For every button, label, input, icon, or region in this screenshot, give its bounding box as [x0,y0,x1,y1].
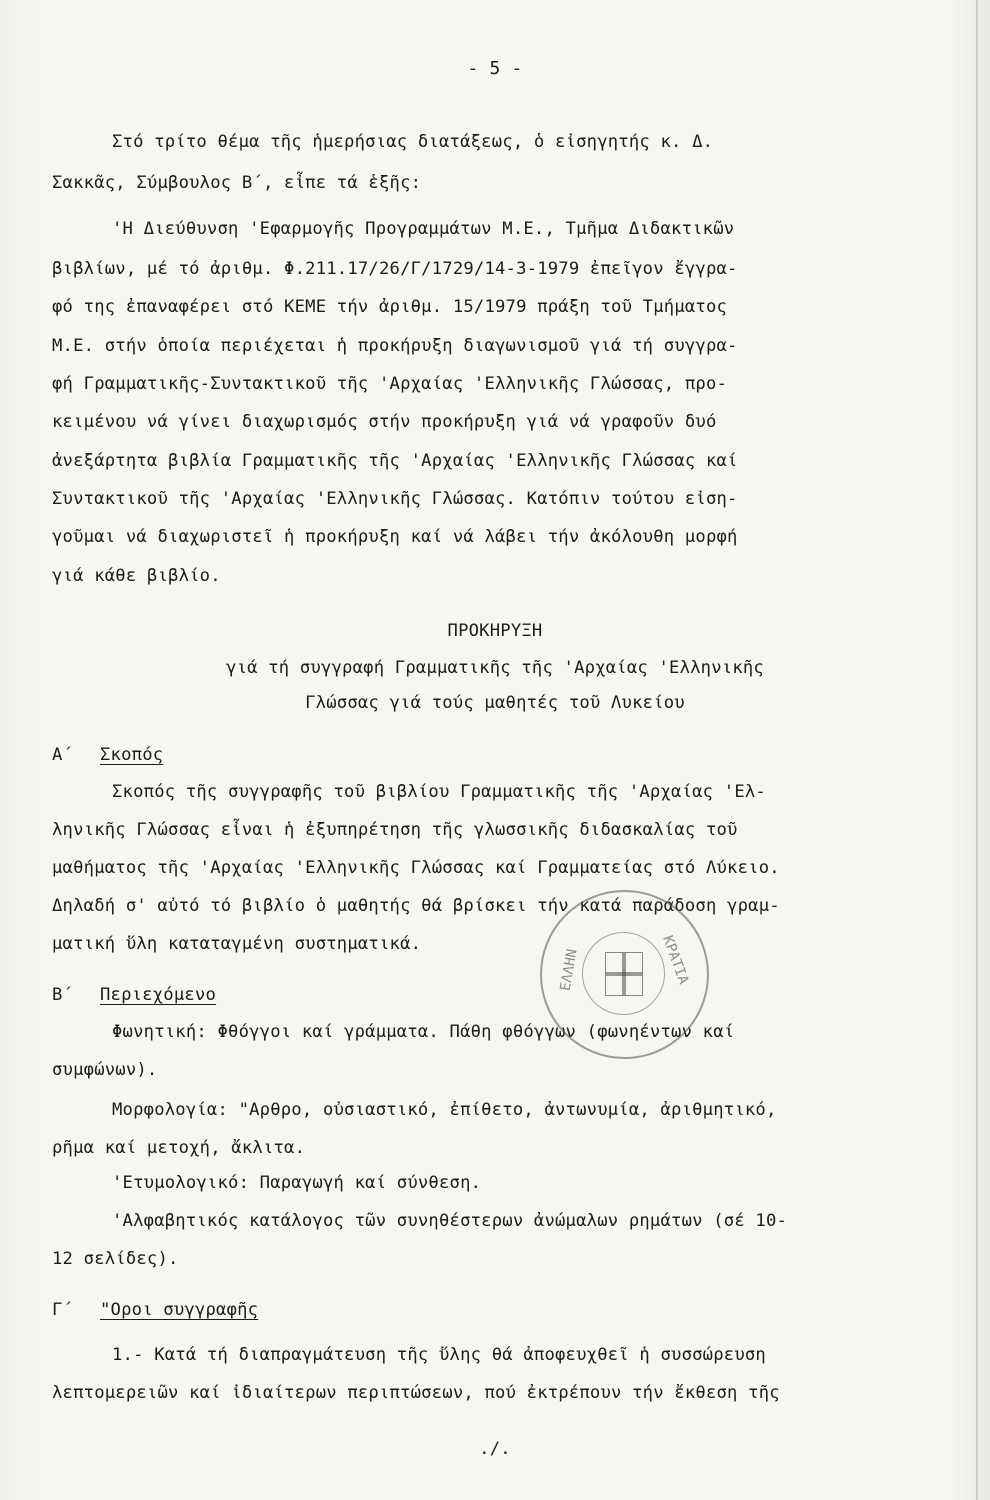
section-c-line-2: λεπτομερειῶν καί ἰδιαίτερων περιπτώσεων, πού ἐκτρέπουν τήν ἔκθεση τῆς [52,1383,780,1403]
body-line-5: φή Γραμματικῆς-Συντακτικοῦ τῆς 'Αρχαίας 'Ελληνικῆς Γλώσσας, προ- [52,374,728,394]
section-b-line-1: Φωνητική: Φθόγγοι καί γράμματα. Πάθη φθόγγων (φωνηέντων καί [112,1022,735,1042]
page-number: - 5 - [467,58,523,79]
body-line-3: φό της ἐπαναφέρει στό ΚΕΜΕ τήν ἀριθμ. 15/1979 πράξη τοῦ Τμήματος [52,297,728,317]
section-b-line-7: 12 σελίδες). [52,1249,179,1269]
section-a-line-3: μαθήματος τῆς 'Αρχαίας 'Ελληνικῆς Γλώσσας καί Γραμματείας στό Λύκειο. [52,858,780,878]
page-edge [976,0,978,1500]
intro-line-2: Σακκᾶς, Σύμβουλος Β΄, εἶπε τά ἑξῆς: [52,173,422,193]
official-seal-stamp [540,890,709,1059]
section-b-line-5: 'Ετυμολογικό: Παραγωγή καί σύνθεση. [112,1173,482,1193]
section-a-line-5: ματική ὕλη καταταγμένη συστηματικά. [52,934,422,954]
section-a-heading: Σκοπός [100,745,164,765]
intro-line-1: Στό τρίτο θέμα τῆς ἡμερήσιας διατάξεως, ὁ εἰσηγητής κ. Δ. [112,132,714,152]
section-b-letter: Β΄ [52,985,74,1005]
section-a-line-4: Δηλαδή σ' αὐτό τό βιβλίο ὁ μαθητής θά βρίσκει τήν κατά παράδοση γραμ- [52,896,780,916]
body-line-10: γιά κάθε βιβλίο. [52,566,221,586]
proclamation-subtitle-1: γιά τή συγγραφή Γραμματικῆς τῆς 'Αρχαίας 'Ελληνικῆς [226,658,764,678]
proclamation-title: ΠΡΟΚΗΡΥΞΗ [447,621,543,641]
body-line-1: 'Η Διεύθυνση 'Εφαρμογῆς Προγραμμάτων Μ.Ε., Τμῆμα Διδακτικῶν [112,219,735,239]
section-a-line-1: Σκοπός τῆς συγγραφῆς τοῦ βιβλίου Γραμματικῆς τῆς 'Αρχαίας 'Ελ- [112,782,766,802]
section-a-letter: Α΄ [52,745,74,765]
section-b-heading: Περιεχόμενο [100,985,217,1005]
section-b-line-2: συμφώνων). [52,1060,158,1080]
section-b-line-6: 'Αλφαβητικός κατάλογος τῶν συνηθέστερων ἀνώμαλων ρημάτων (σέ 10- [112,1211,788,1231]
body-line-4: Μ.Ε. στήν ὁποία περιέχεται ἡ προκήρυξη διαγωνισμοῦ γιά τή συγγρα- [52,336,738,356]
body-line-2: βιβλίων, μέ τό ἀριθμ. Φ.211.17/26/Γ/1729/14-3-1979 ἐπεῖγον ἔγγρα- [52,259,738,279]
section-c-letter: Γ΄ [52,1300,74,1320]
section-c-line-1: 1.- Κατά τή διαπραγμάτευση τῆς ὕλης θά ἀποφευχθεῖ ἡ συσσώρευση [112,1345,766,1365]
seal-ring-text-left: ΕΛΛΗΝ [557,947,581,993]
section-b-line-3: Μορφολογία: "Αρθρο, οὐσιαστικό, ἐπίθετο, ἀντωνυμία, ἀριθμητικό, [112,1100,777,1120]
section-a-line-2: ληνικῆς Γλώσσας εἶναι ἡ ἐξυπηρέτηση τῆς γλωσσικῆς διδασκαλίας τοῦ [52,820,738,840]
body-line-6: κειμένου νά γίνει διαχωρισμός στήν προκήρυξη γιά νά γραφοῦν δυό [52,412,717,432]
body-line-9: γοῦμαι νά διαχωριστεῖ ἡ προκήρυξη καί νά λάβει τήν ἀκόλουθη μορφή [52,527,738,547]
body-line-8: Συντακτικοῦ τῆς 'Αρχαίας 'Ελληνικῆς Γλώσσας. Κατόπιν τούτου εἰση- [52,489,738,509]
continuation-mark: ./. [479,1439,511,1459]
proclamation-subtitle-2: Γλώσσας γιά τούς μαθητές τοῦ Λυκείου [305,693,685,713]
coat-of-arms-icon [605,952,643,996]
section-c-heading: "Οροι συγγραφῆς [100,1300,259,1320]
seal-ring-text-right: ΚΡΑΤΙΑ [659,933,692,987]
section-b-line-4: ρῆμα καί μετοχή, ἄκλιτα. [52,1138,306,1158]
body-line-7: ἀνεξάρτητα βιβλία Γραμματικῆς τῆς 'Αρχαίας 'Ελληνικῆς Γλώσσας καί [52,451,738,471]
